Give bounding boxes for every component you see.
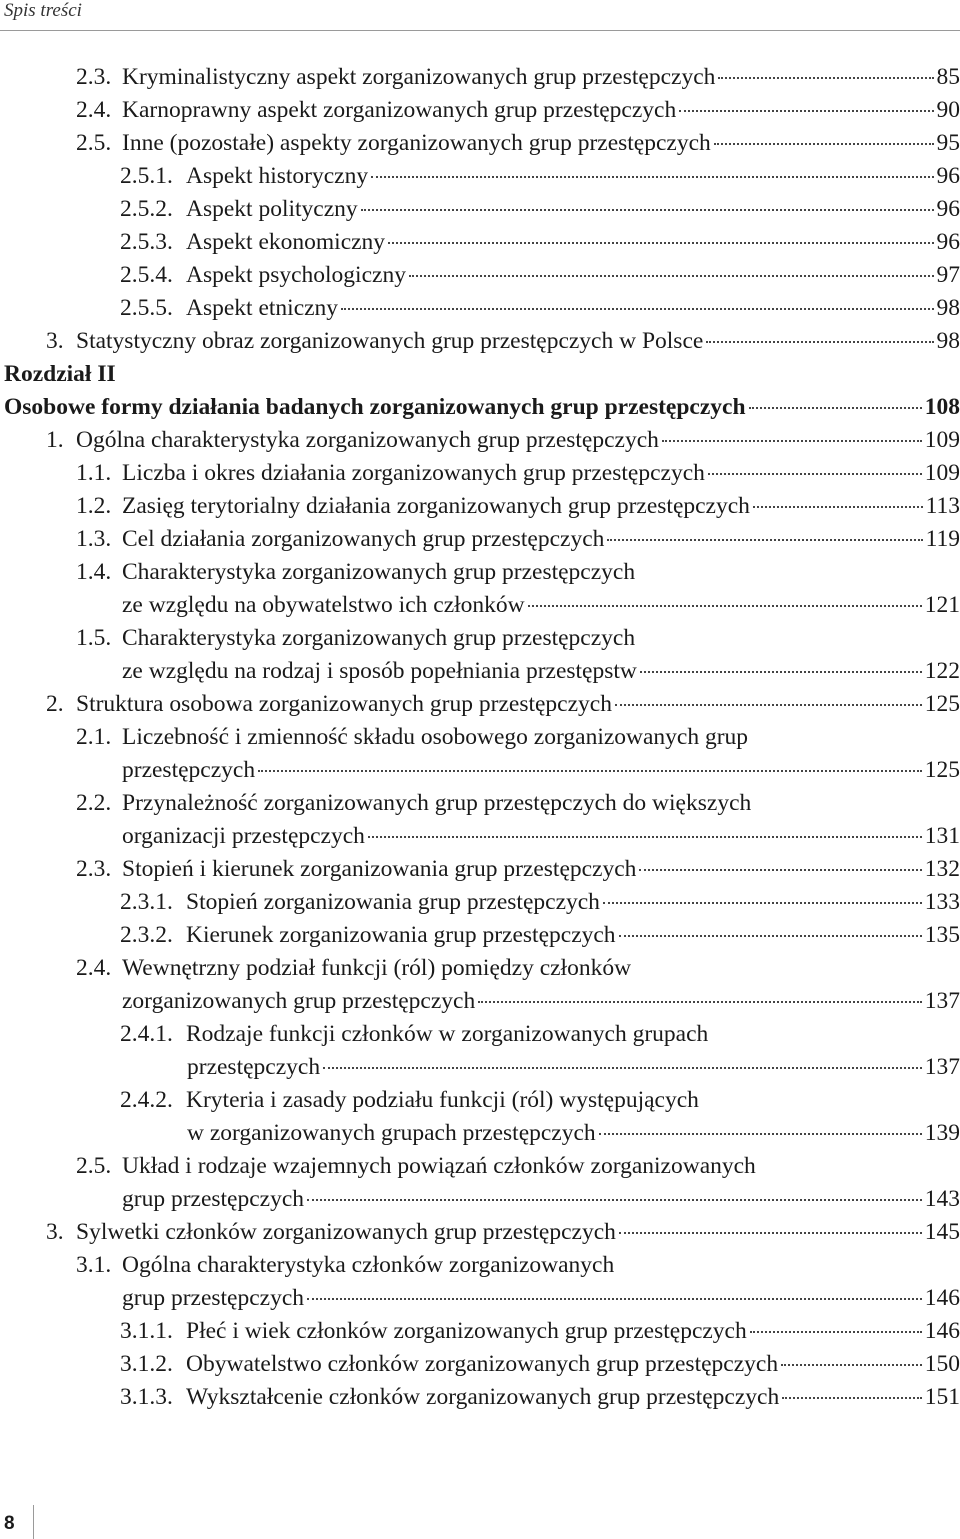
toc-entry-title: Liczba i okres działania zorganizowanych grup przestępczych [122,460,705,486]
toc-entry-page: 150 [924,1351,960,1377]
toc-entry-number: 3.1.2. [120,1351,173,1377]
toc-entry [187,1051,960,1084]
toc-entry-page: 95 [936,130,960,156]
toc-entry-number: 1.4. [76,559,112,585]
toc-entry-page: 96 [936,229,960,255]
toc-entry [120,1084,960,1117]
toc-entry-page: 125 [924,757,960,783]
toc-entry-title: Charakterystyka zorganizowanych grup przestępczych [122,625,636,651]
toc-dot-leader [718,77,933,79]
toc-entry-title: zorganizowanych grup przestępczych [122,988,476,1014]
toc-entry-title: Kryminalistyczny aspekt zorganizowanych grup przestępczych [122,64,716,90]
toc-entry-title: Kierunek zorganizowania grup przestępczych [186,922,616,948]
toc-entry-title: Przynależność zorganizowanych grup przestępczych do większych [122,790,752,816]
toc-entry-number: 3.1. [76,1252,112,1278]
toc-entry-page: 98 [936,328,960,354]
toc-entry-page: 119 [925,526,960,552]
toc-entry [122,1282,960,1315]
toc-entry [4,358,960,391]
toc-dot-leader [607,539,922,541]
toc-entry-number: 2.5. [76,130,112,156]
toc-entry [76,127,960,160]
toc-entry-number: 2.3. [76,64,112,90]
toc-entry-number: 3.1.1. [120,1318,173,1344]
toc-entry [120,292,960,325]
toc-entry [76,787,960,820]
toc-dot-leader [615,704,922,706]
toc-dot-leader [603,902,922,904]
toc-entry-title: Aspekt historyczny [186,163,369,189]
toc-entry [76,1150,960,1183]
toc-entry-page: 132 [924,856,960,882]
toc-entry-page: 131 [924,823,960,849]
toc-dot-leader [708,473,922,475]
toc-entry-page: 133 [924,889,960,915]
toc-dot-leader [307,1298,922,1300]
toc-entry-title: przestępczych [187,1054,321,1080]
toc-dot-leader [782,1397,922,1399]
toc-dot-leader [409,275,934,277]
toc-entry [76,1249,960,1282]
toc-entry-title: Aspekt etniczny [186,295,339,321]
toc-entry-page: 113 [925,493,960,519]
toc-entry-title: Rodzaje funkcji członków w zorganizowanych grupach [186,1021,709,1047]
toc-entry-title: Obywatelstwo członków zorganizowanych grup przestępczych [186,1351,779,1377]
toc-entry [120,886,960,919]
toc-entry [46,688,960,721]
toc-entry-title: Inne (pozostałe) aspekty zorganizowanych grup przestępczych [122,130,711,156]
header-divider [0,30,960,31]
toc-entry-title: Stopień i kierunek zorganizowania grup przestępczych [122,856,637,882]
toc-entry-title: Kryteria i zasady podziału funkcji (ról) występujących [186,1087,699,1113]
toc-entry-page: 85 [936,64,960,90]
toc-entry-page: 122 [924,658,960,684]
toc-entry [122,655,960,688]
toc-entry [76,952,960,985]
toc-entry-number: 2.4. [76,955,112,981]
toc-entry-page: 108 [924,394,960,420]
toc-entry [76,853,960,886]
toc-dot-leader [619,1232,922,1234]
toc-entry-number: 2.4. [76,97,112,123]
toc-entry-number: 2.5.4. [120,262,173,288]
toc-dot-leader [528,605,922,607]
toc-entry-title: Rozdział II [4,361,116,387]
toc-entry-title: Płeć i wiek członków zorganizowanych grup przestępczych [186,1318,747,1344]
toc-entry-page: 96 [936,196,960,222]
toc-entry-title: Statystyczny obraz zorganizowanych grup przestępczych w Polsce [76,328,704,354]
toc-entry-title: Sylwetki członków zorganizowanych grup przestępczych [76,1219,616,1245]
toc-entry-number: 3. [46,328,64,354]
toc-entry [76,523,960,556]
toc-entry-page: 90 [936,97,960,123]
toc-dot-leader [361,209,934,211]
toc-entry-number: 2. [46,691,64,717]
toc-entry-page: 143 [924,1186,960,1212]
toc-entry-number: 1.2. [76,493,112,519]
toc-dot-leader [368,836,922,838]
toc-entry-title: Cel działania zorganizowanych grup przestępczych [122,526,605,552]
toc-entry [120,1381,960,1414]
toc-entry-title: przestępczych [122,757,256,783]
toc-entry [46,325,960,358]
toc-entry-number: 3. [46,1219,64,1245]
toc-entry-page: 145 [924,1219,960,1245]
toc-entry-title: Liczebność i zmienność składu osobowego zorganizowanych grup [122,724,749,750]
toc-entry-title: Karnoprawny aspekt zorganizowanych grup przestępczych [122,97,677,123]
toc-entry-title: Aspekt ekonomiczny [186,229,386,255]
toc-entry-title: Układ i rodzaje wzajemnych powiązań członków zorganizowanych [122,1153,756,1179]
toc-entry-page: 135 [924,922,960,948]
toc-entry-page: 137 [924,988,960,1014]
toc-entry-number: 2.3. [76,856,112,882]
toc-entry-number: 2.2. [76,790,112,816]
toc-entry [120,1018,960,1051]
toc-dot-leader [714,143,934,145]
toc-entry [120,919,960,952]
toc-entry [120,226,960,259]
toc-dot-leader [388,242,933,244]
toc-entry-page: 137 [924,1054,960,1080]
toc-entry [122,820,960,853]
toc-entry-page: 139 [924,1120,960,1146]
toc-dot-leader [753,506,923,508]
toc-entry-page: 109 [924,460,960,486]
toc-entry-title: Struktura osobowa zorganizowanych grup przestępczych [76,691,612,717]
toc-entry [76,61,960,94]
toc-dot-leader [258,770,922,772]
toc-dot-leader [478,1001,922,1003]
toc-entry [4,391,960,424]
toc-entry-number: 2.4.2. [120,1087,173,1113]
toc-entry-page: 146 [924,1285,960,1311]
toc-entry-title: Aspekt polityczny [186,196,358,222]
toc-entry [122,589,960,622]
toc-dot-leader [750,1331,922,1333]
toc-entry [187,1117,960,1150]
toc-entry-title: Wykształcenie członków zorganizowanych grup przestępczych [186,1384,780,1410]
toc-entry-title: Osobowe formy działania badanych zorganizowanych grup przestępczych [4,394,746,420]
toc-entry-page: 98 [936,295,960,321]
toc-dot-leader [323,1067,922,1069]
toc-entry [120,193,960,226]
toc-dot-leader [749,407,922,409]
toc-dot-leader [307,1199,922,1201]
toc-dot-leader [599,1133,922,1135]
toc-entry-number: 1. [46,427,64,453]
toc-entry-title: Ogólna charakterystyka zorganizowanych grup przestępczych [76,427,659,453]
toc-entry-number: 2.5. [76,1153,112,1179]
toc-entry-number: 1.5. [76,625,112,651]
toc-entry-page: 97 [936,262,960,288]
toc-entry-title: Wewnętrzny podział funkcji (ról) pomiędzy członków [122,955,632,981]
toc-entry-page: 96 [936,163,960,189]
toc-entry-number: 2.4.1. [120,1021,173,1047]
toc-dot-leader [341,308,933,310]
toc-entry-number: 2.3.2. [120,922,173,948]
toc-entry-number: 2.5.3. [120,229,173,255]
toc-entry [120,1348,960,1381]
toc-entry-title: grup przestępczych [122,1285,305,1311]
toc-entry-number: 2.3.1. [120,889,173,915]
toc-entry-number: 2.5.5. [120,295,173,321]
toc-entry [122,1183,960,1216]
toc-dot-leader [781,1364,922,1366]
toc-entry-title: Zasięg terytorialny działania zorganizowanych grup przestępczych [122,493,750,519]
toc-entry-page: 109 [924,427,960,453]
toc-entry-title: grup przestępczych [122,1186,305,1212]
toc-entry-title: w zorganizowanych grupach przestępczych [187,1120,596,1146]
toc-entry-title: Ogólna charakterystyka członków zorganizowanych [122,1252,615,1278]
toc-entry-number: 2.5.1. [120,163,173,189]
toc-entry-title: Aspekt psychologiczny [186,262,406,288]
toc-entry-title: ze względu na rodzaj i sposób popełniania przestępstw [122,658,637,684]
toc-entry [122,754,960,787]
toc-dot-leader [371,176,933,178]
toc-entry [76,556,960,589]
running-head-title: Spis treści [4,0,82,21]
toc-dot-leader [640,671,922,673]
toc-entry-number: 2.5.2. [120,196,173,222]
toc-entry [122,985,960,1018]
toc-entry-page: 121 [924,592,960,618]
toc-entry-page: 125 [924,691,960,717]
toc-entry-title: ze względu na obywatelstwo ich członków [122,592,525,618]
toc-entry [76,94,960,127]
toc-dot-leader [679,110,933,112]
toc-entry [46,1216,960,1249]
toc-entry-number: 3.1.3. [120,1384,173,1410]
footer-divider [33,1505,34,1539]
toc-entry [76,457,960,490]
toc-entry-page: 146 [924,1318,960,1344]
toc-entry [46,424,960,457]
page-number: 8 [4,1513,15,1534]
toc-dot-leader [706,341,933,343]
toc-entry-title: Stopień zorganizowania grup przestępczych [186,889,600,915]
toc-entry [76,622,960,655]
toc-dot-leader [619,935,922,937]
toc-entry [76,721,960,754]
toc-entry-number: 1.3. [76,526,112,552]
toc-entry-page: 151 [924,1384,960,1410]
toc-entry [120,259,960,292]
toc-entry-title: Charakterystyka zorganizowanych grup przestępczych [122,559,636,585]
toc-entry-number: 2.1. [76,724,112,750]
toc-entry [76,490,960,523]
toc-entry [120,1315,960,1348]
toc-dot-leader [639,869,921,871]
toc-entry-title: organizacji przestępczych [122,823,365,849]
toc-entry-number: 1.1. [76,460,112,486]
toc-dot-leader [662,440,922,442]
toc-entry [120,160,960,193]
